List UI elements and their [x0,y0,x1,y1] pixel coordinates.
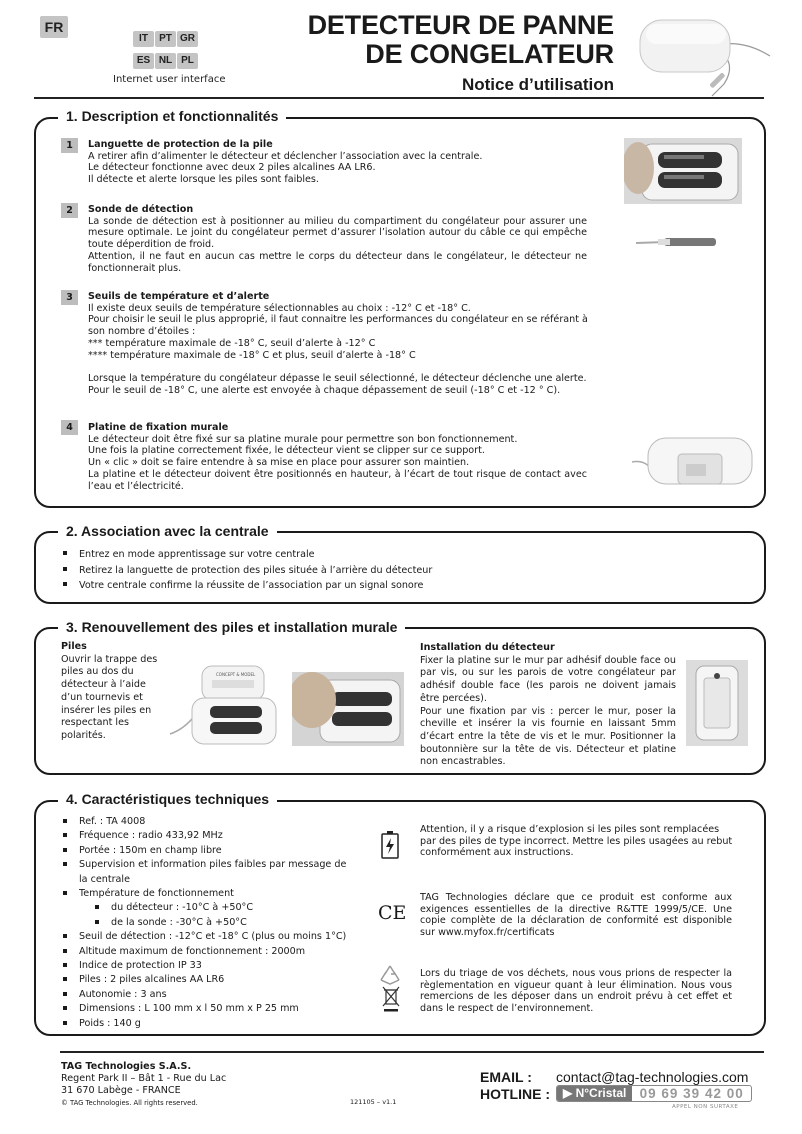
lang-it[interactable]: IT [133,31,154,47]
battery-tab-photo [624,138,742,204]
list-item: Portée : 150m en champ libre [63,844,353,858]
item-number: 4 [61,420,78,435]
list-item: Indice de protection IP 33 [63,959,353,973]
installation-instructions: Installation du détecteur Fixer la platine sur le mur par adhésif double face ou par vis, ou sur les parois de votre congélateur par adhésif double face (les parois ne doivent jamais être percées). Pour une fixation par vis : percer le mur, poser la cheville et insérer la vis fournie en laissant 5mm d’écart entre la tête de vis et le mur. Positionner la boutonnière sur la tête de vis. Détecteur et platine non encastrables. [420,642,676,768]
lang-pt[interactable]: PT [155,31,176,47]
list-item: Retirez la languette de protection des piles située à l’arrière du détecteur [63,563,663,579]
spec-list [63,815,353,1031]
email-label: EMAIL : [480,1069,532,1085]
cristal-label: ▶ N°Cristal [557,1086,632,1101]
footer-divider [60,1051,764,1053]
hotline-number: 09 69 39 42 00 [639,1086,744,1101]
section-2-title: 2. Association avec la centrale [58,523,277,539]
list-item: Dimensions : L 100 mm x l 50 mm x P 25 mm [63,1002,353,1016]
list-item: Votre centrale confirme la réussite de l’association par un signal sonore [63,578,663,594]
battery-insert-photo [292,672,404,746]
item-probe: Sonde de détection La sonde de détection est à positionner au milieu du compartiment du congélateur pour assurer une mesure optimale. Le joint du congélateur permet d’assurer l’isolation autour du câble ce qui empêche toute déperdition de froid. Attention, il ne faut en aucun cas mettre le corps du détecteur dans le congélateur, le détecteur ne fonctionnerait plus. [88,204,587,274]
list-item: Fréquence : radio 433,92 MHz [63,829,353,843]
list-item: de la sonde : -30°C à +50°C [95,916,353,930]
wall-plate-photo [686,660,748,746]
ce-mark-icon: CE [378,902,407,924]
list-item: Ref. : TA 4008 [63,815,353,829]
company-address: TAG Technologies S.A.S. Regent Park II – Bât 1 - Rue du Lac 31 670 Labège - FRANCE © TAG Technologies. All rights reserved. [61,1061,227,1107]
lang-pl[interactable]: PL [177,53,198,69]
battery-compartment-photo [166,664,278,746]
list-item: Seuil de détection : -12°C et -18° C (plus ou moins 1°C) [63,930,353,944]
item-number: 3 [61,290,78,305]
probe-photo [636,233,718,251]
lang-gr[interactable]: GR [177,31,198,47]
label-text: CONCEPT & MODEL [216,672,256,677]
doc-title: DETECTEUR DE PANNE DE CONGELATEUR [307,10,614,69]
section-1-title: 1. Description et fonctionnalités [58,108,286,124]
wall-mount-photo [632,430,758,490]
version-label: 121105 – v1.1 [350,1098,397,1106]
hotline-badge[interactable] [556,1085,752,1102]
doc-subtitle: Notice d’utilisation [461,75,614,94]
item-battery-tab: Languette de protection de la pile A retirer afin d’alimenter le détecteur et déclencher l’association avec la centrale. Le détecteur fonctionne avec deux 2 piles alcalines AA LR6. Il détecte et alerte lorsque les piles sont faibles. [88,139,483,186]
email-link[interactable]: contact@tag-technologies.com [556,1069,749,1085]
list-item: Piles : 2 piles alcalines AA LR6 [63,973,353,987]
waste-bin-crossed-icon [382,986,400,1012]
section-4-title: 4. Caractéristiques techniques [58,791,277,807]
lang-nl[interactable]: NL [155,53,176,69]
item-wall-mount: Platine de fixation murale Le détecteur doit être fixé sur sa platine murale pour permettre son bon fonctionnement. Une fois la platine correctement fixée, le détecteur vient se clipper sur ce support. Un « clic » doit se faire entendre à sa mise en place pour assurer son maintien. La platine et le détecteur doivent être positionnés en hauteur, à l’écart de tout risque de contact avec l’eau et l’électricité. [88,422,587,492]
list-item: Autonomie : 3 ans [63,988,353,1002]
association-steps [63,547,663,594]
detector-product-image [632,12,772,97]
conformity-declaration: TAG Technologies déclare que ce produit est conforme aux exigences essentielles de la directive R&TTE 1999/5/CE. Une copie complète de la déclaration de conformité est disponible sur www.myfox.fr/certificats [420,892,732,939]
explosion-warning: Attention, il y a risque d’explosion si les piles sont remplacées par des piles de type incorrect. Mettre les piles usagées au rebut conformément aux instructions. [420,824,733,859]
header-divider [34,97,764,99]
list-item: du détecteur : -10°C à +50°C [95,901,353,915]
item-number: 1 [61,138,78,153]
item-number: 2 [61,203,78,218]
lang-es[interactable]: ES [133,53,154,69]
recycle-icon [378,964,402,986]
item-thresholds: Seuils de température et d’alerte Il existe deux seuils de température sélectionnables au choix : -12° C et -18° C. Pour choisir le seuil le plus approprié, il faut connaitre les performances du congélateur en se référant à son nombre d’étoiles : *** température maximale de -18° C, seuil d’alerte à -12° C **** température maximale de -18° C et plus, seuil d’alerte à -18° C Lorsque la température du congélateur dépasse le seuil sélectionné, le détecteur déclenche une alerte. Pour le seuil de -18° C, une alerte est envoyée à chaque dépassement de seuil (-18° C et -12 ° C). [88,291,588,396]
list-item: Entrez en mode apprentissage sur votre centrale [63,547,663,563]
list-item: Altitude maximum de fonctionnement : 2000m [63,945,353,959]
appel-non-surtaxe: APPEL NON SURTAXE [672,1104,739,1110]
lang-fr[interactable]: FR [40,16,68,38]
internet-ui-label: Internet user interface [113,74,226,85]
list-item: Température de fonctionnement [63,887,353,901]
list-item: Poids : 140 g [63,1017,353,1031]
hotline-label: HOTLINE : [480,1086,550,1102]
recycling-notice: Lors du triage de vos déchets, nous vous prions de respecter la règlementation en vigueur quant à leur élimination. Nous vous remercions de les déposer dans un endroit prévu à cet effet et dans le respect de l’environnement. [420,968,732,1015]
section-3-title: 3. Renouvellement des piles et installation murale [58,619,405,635]
batteries-instructions: Piles Ouvrir la trappe des piles au dos du détecteur à l’aide d’un tournevis et insérer les piles en respectant les polarités. [61,641,158,741]
list-item: Supervision et information piles faibles par message de la centrale [63,858,353,887]
battery-warning-icon [380,830,400,860]
